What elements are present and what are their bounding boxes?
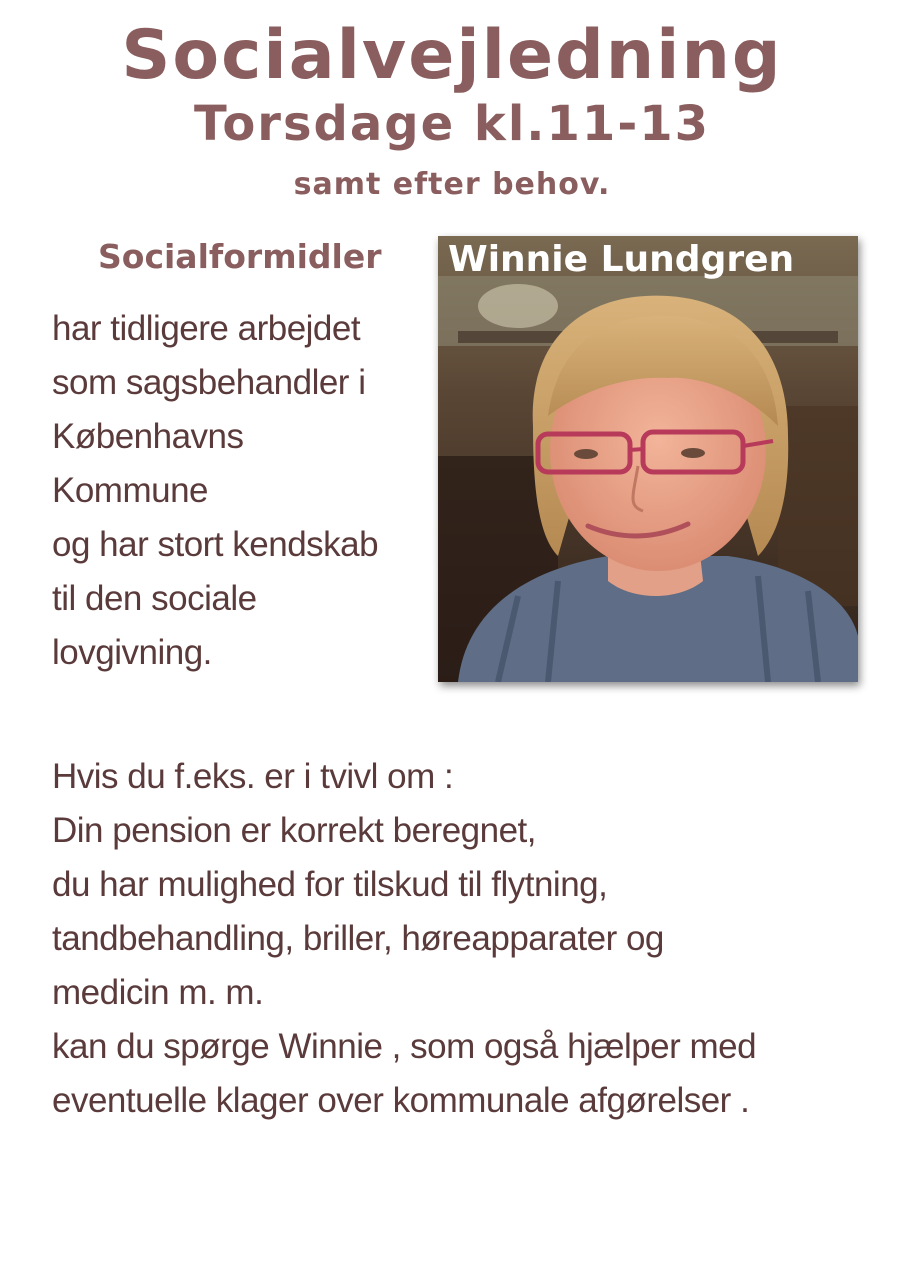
bio-line: til den sociale	[52, 579, 257, 618]
portrait-photo	[438, 236, 858, 682]
body-line: medicin m. m.	[52, 973, 264, 1012]
bio-line: har tidligere arbejdet	[52, 309, 361, 348]
bio-line: og har stort kendskab	[52, 525, 379, 564]
body-line: eventuelle klager over kommunale afgørelser .	[52, 1081, 750, 1120]
bio-line: som sagsbehandler i	[52, 363, 366, 402]
bio-line: Kommune	[52, 471, 209, 510]
body-line: tandbehandling, briller, høreapparater og	[52, 919, 664, 958]
body-line: Din pension er korrekt beregnet,	[52, 811, 536, 850]
schedule-heading: Torsdage kl.11-13	[193, 96, 711, 152]
body-line: Hvis du f.eks. er i tvivl om :	[52, 757, 454, 796]
body-paragraph	[52, 750, 882, 1128]
bio-text	[52, 302, 437, 680]
person-name: Winnie Lundgren	[448, 239, 795, 280]
bio-line: Københavns	[52, 417, 244, 456]
schedule-note: samt efter behov.	[293, 167, 611, 202]
body-line: kan du spørge Winnie , som også hjælper med	[52, 1027, 757, 1066]
page-title: Socialvejledning	[121, 16, 783, 95]
body-line: du har mulighed for tilskud til flytning,	[52, 865, 608, 904]
portrait-illustration	[438, 236, 858, 682]
bio-line: lovgivning.	[52, 633, 212, 672]
role-label: Socialformidler	[98, 237, 382, 276]
